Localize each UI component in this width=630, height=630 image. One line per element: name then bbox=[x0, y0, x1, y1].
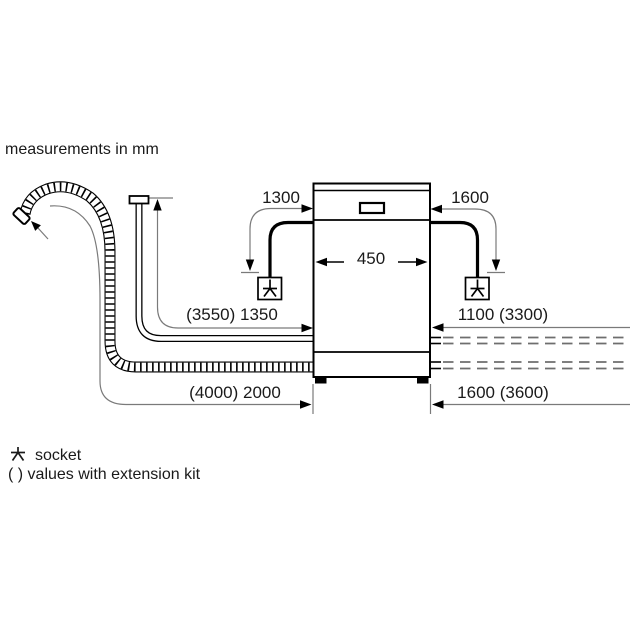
dishwasher bbox=[314, 184, 431, 384]
dim-supply-right: 1100 (3300) bbox=[457, 305, 549, 324]
legend-socket-label: socket bbox=[35, 447, 82, 464]
socket-icon bbox=[8, 445, 28, 468]
dim-drain-right: 1600 (3600) bbox=[457, 383, 549, 402]
foot-right bbox=[417, 378, 429, 384]
socket-left bbox=[258, 278, 282, 300]
arrow-right-icon bbox=[302, 324, 314, 332]
arrow-down-icon bbox=[492, 260, 500, 272]
dashed-hoses bbox=[430, 338, 630, 369]
arrow-left-icon bbox=[431, 205, 443, 213]
drain-arrow-shaft bbox=[38, 228, 48, 239]
dashed-extension-hoses bbox=[443, 338, 630, 369]
power-cable-left bbox=[270, 223, 313, 278]
socket-right bbox=[466, 278, 490, 300]
legend-extension-row bbox=[8, 466, 200, 484]
dim-cable-right: 1600 bbox=[451, 188, 489, 207]
units-note: measurements in mm bbox=[5, 141, 159, 158]
arrow-left-icon bbox=[432, 323, 444, 331]
tap-connector-icon bbox=[130, 196, 149, 204]
arrow-right-icon bbox=[300, 400, 312, 408]
dim-supply-left: (3550) 1350 bbox=[186, 305, 278, 324]
hose-stubs-right bbox=[430, 338, 441, 369]
power-cable-right bbox=[430, 223, 478, 278]
arrow-down-icon bbox=[246, 260, 254, 272]
leader-cable-right bbox=[433, 209, 496, 262]
dim-drain-left: (4000) 2000 bbox=[189, 383, 281, 402]
legend-extension-note: ( ) values with extension kit bbox=[8, 466, 201, 483]
arrow-left-icon bbox=[432, 400, 444, 408]
foot-left bbox=[315, 378, 327, 384]
arrow-up-icon bbox=[153, 199, 161, 211]
legend bbox=[8, 447, 200, 484]
legend-socket-row bbox=[8, 447, 200, 465]
leader-cable-left bbox=[250, 209, 311, 263]
dim-appliance-width: 450 bbox=[356, 249, 386, 268]
dim-cable-left: 1300 bbox=[262, 188, 300, 207]
door-handle bbox=[360, 203, 384, 213]
